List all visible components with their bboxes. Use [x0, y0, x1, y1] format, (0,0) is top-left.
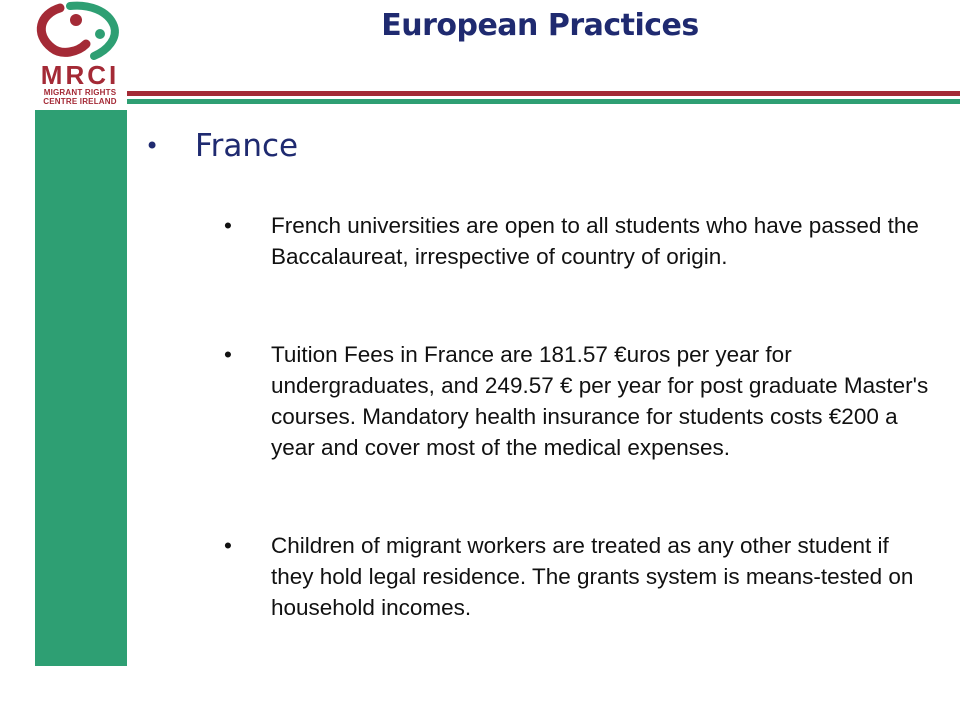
logo-text — [32, 62, 128, 106]
logo-wordmark: MRCI — [40, 60, 120, 90]
logo-subtitle-line1: MIGRANT RIGHTS — [43, 88, 117, 97]
list-bullet: • — [224, 342, 232, 367]
list-item-text: French universities are open to all students who have passed the Baccalaureat, irrespective of country of origin. — [271, 213, 919, 269]
logo-subtitle-line2: CENTRE IRELAND — [43, 97, 117, 106]
section-bullet: • — [145, 132, 160, 160]
mrci-logo — [30, 0, 130, 110]
list-item-text: Children of migrant workers are treated as any other student if they hold legal residence. The grants system is means-tested on household incomes. — [271, 533, 914, 620]
left-accent-bar — [35, 110, 127, 666]
slide-title: European Practices — [381, 8, 699, 43]
section-heading-text: France — [195, 128, 299, 164]
list-bullet: • — [224, 533, 232, 558]
logo-figures-icon — [30, 0, 130, 62]
header-rule-green — [127, 99, 960, 104]
list-item-text: Tuition Fees in France are 181.57 €uros per year for undergraduates, and 249.57 € per year for post graduate Master's courses. Mandatory health insurance for students costs €200 a year and cover most of the medical expenses. — [271, 342, 929, 460]
list-bullet: • — [224, 213, 232, 238]
header-rule-red — [127, 91, 960, 96]
